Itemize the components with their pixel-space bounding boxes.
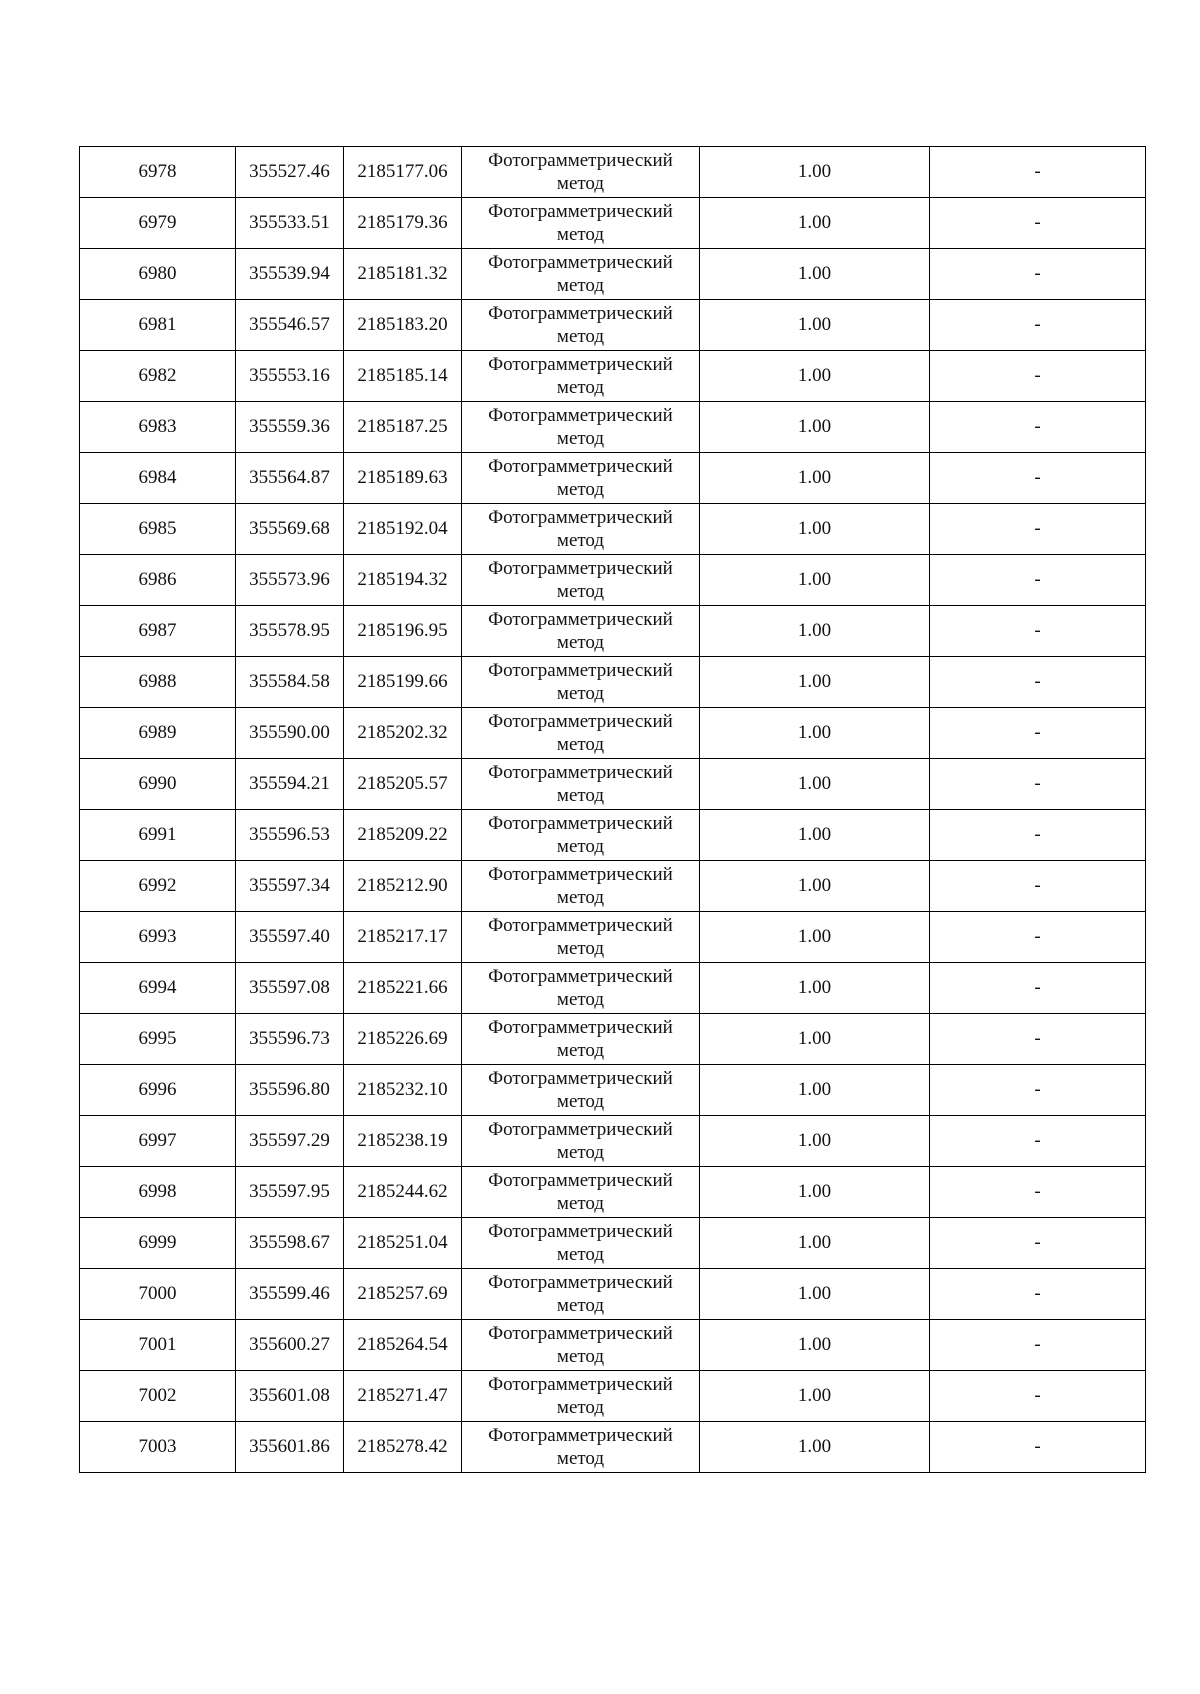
point-number-cell: 6987: [80, 606, 236, 657]
accuracy-cell: 1.00: [700, 708, 930, 759]
x-coordinate-cell: 355599.46: [236, 1269, 344, 1320]
accuracy-cell: 1.00: [700, 147, 930, 198]
method-cell: Фотограмметрический метод: [462, 300, 700, 351]
table-row: [80, 402, 1146, 453]
table-row: [80, 1218, 1146, 1269]
table-row: [80, 1014, 1146, 1065]
x-coordinate-cell: 355590.00: [236, 708, 344, 759]
point-number-cell: 6993: [80, 912, 236, 963]
coordinates-table-body: [80, 147, 1146, 1473]
accuracy-cell: 1.00: [700, 351, 930, 402]
table-row: [80, 963, 1146, 1014]
table-row: [80, 1371, 1146, 1422]
method-cell: Фотограмметрический метод: [462, 198, 700, 249]
accuracy-cell: 1.00: [700, 657, 930, 708]
table-row: [80, 657, 1146, 708]
method-cell: Фотограмметрический метод: [462, 810, 700, 861]
x-coordinate-cell: 355584.58: [236, 657, 344, 708]
note-cell: -: [930, 351, 1146, 402]
table-row: [80, 453, 1146, 504]
y-coordinate-cell: 2185212.90: [344, 861, 462, 912]
table-row: [80, 606, 1146, 657]
accuracy-cell: 1.00: [700, 810, 930, 861]
x-coordinate-cell: 355601.08: [236, 1371, 344, 1422]
accuracy-cell: 1.00: [700, 1218, 930, 1269]
table-row: [80, 198, 1146, 249]
point-number-cell: 6996: [80, 1065, 236, 1116]
table-row: [80, 555, 1146, 606]
table-row: [80, 1116, 1146, 1167]
y-coordinate-cell: 2185238.19: [344, 1116, 462, 1167]
table-row: [80, 147, 1146, 198]
accuracy-cell: 1.00: [700, 555, 930, 606]
note-cell: -: [930, 300, 1146, 351]
note-cell: -: [930, 402, 1146, 453]
method-cell: Фотограмметрический метод: [462, 1014, 700, 1065]
table-row: [80, 351, 1146, 402]
accuracy-cell: 1.00: [700, 759, 930, 810]
point-number-cell: 6984: [80, 453, 236, 504]
point-number-cell: 6989: [80, 708, 236, 759]
method-cell: Фотограмметрический метод: [462, 1371, 700, 1422]
point-number-cell: 6997: [80, 1116, 236, 1167]
point-number-cell: 6991: [80, 810, 236, 861]
method-cell: Фотограмметрический метод: [462, 1320, 700, 1371]
method-cell: Фотограмметрический метод: [462, 1167, 700, 1218]
note-cell: -: [930, 1116, 1146, 1167]
note-cell: -: [930, 1167, 1146, 1218]
x-coordinate-cell: 355533.51: [236, 198, 344, 249]
x-coordinate-cell: 355598.67: [236, 1218, 344, 1269]
x-coordinate-cell: 355594.21: [236, 759, 344, 810]
x-coordinate-cell: 355596.73: [236, 1014, 344, 1065]
table-row: [80, 249, 1146, 300]
y-coordinate-cell: 2185183.20: [344, 300, 462, 351]
point-number-cell: 6981: [80, 300, 236, 351]
x-coordinate-cell: 355600.27: [236, 1320, 344, 1371]
method-cell: Фотограмметрический метод: [462, 606, 700, 657]
y-coordinate-cell: 2185226.69: [344, 1014, 462, 1065]
point-number-cell: 6994: [80, 963, 236, 1014]
x-coordinate-cell: 355546.57: [236, 300, 344, 351]
x-coordinate-cell: 355597.29: [236, 1116, 344, 1167]
y-coordinate-cell: 2185217.17: [344, 912, 462, 963]
y-coordinate-cell: 2185209.22: [344, 810, 462, 861]
method-cell: Фотограмметрический метод: [462, 1116, 700, 1167]
accuracy-cell: 1.00: [700, 300, 930, 351]
table-row: [80, 1269, 1146, 1320]
table-row: [80, 1167, 1146, 1218]
point-number-cell: 6986: [80, 555, 236, 606]
y-coordinate-cell: 2185199.66: [344, 657, 462, 708]
accuracy-cell: 1.00: [700, 198, 930, 249]
note-cell: -: [930, 861, 1146, 912]
point-number-cell: 7003: [80, 1422, 236, 1473]
method-cell: Фотограмметрический метод: [462, 657, 700, 708]
method-cell: Фотограмметрический метод: [462, 249, 700, 300]
method-cell: Фотограмметрический метод: [462, 555, 700, 606]
y-coordinate-cell: 2185278.42: [344, 1422, 462, 1473]
point-number-cell: 7002: [80, 1371, 236, 1422]
y-coordinate-cell: 2185202.32: [344, 708, 462, 759]
point-number-cell: 6990: [80, 759, 236, 810]
note-cell: -: [930, 657, 1146, 708]
x-coordinate-cell: 355573.96: [236, 555, 344, 606]
accuracy-cell: 1.00: [700, 504, 930, 555]
table-row: [80, 810, 1146, 861]
table-row: [80, 759, 1146, 810]
x-coordinate-cell: 355564.87: [236, 453, 344, 504]
note-cell: -: [930, 912, 1146, 963]
note-cell: -: [930, 1371, 1146, 1422]
method-cell: Фотограмметрический метод: [462, 1269, 700, 1320]
table-row: [80, 300, 1146, 351]
x-coordinate-cell: 355597.40: [236, 912, 344, 963]
y-coordinate-cell: 2185221.66: [344, 963, 462, 1014]
point-number-cell: 7000: [80, 1269, 236, 1320]
y-coordinate-cell: 2185187.25: [344, 402, 462, 453]
y-coordinate-cell: 2185181.32: [344, 249, 462, 300]
method-cell: Фотограмметрический метод: [462, 147, 700, 198]
x-coordinate-cell: 355553.16: [236, 351, 344, 402]
method-cell: Фотограмметрический метод: [462, 912, 700, 963]
x-coordinate-cell: 355597.34: [236, 861, 344, 912]
accuracy-cell: 1.00: [700, 453, 930, 504]
y-coordinate-cell: 2185264.54: [344, 1320, 462, 1371]
note-cell: -: [930, 1065, 1146, 1116]
note-cell: -: [930, 198, 1146, 249]
method-cell: Фотограмметрический метод: [462, 1218, 700, 1269]
method-cell: Фотограмметрический метод: [462, 504, 700, 555]
point-number-cell: 6995: [80, 1014, 236, 1065]
method-cell: Фотограмметрический метод: [462, 759, 700, 810]
y-coordinate-cell: 2185271.47: [344, 1371, 462, 1422]
y-coordinate-cell: 2185185.14: [344, 351, 462, 402]
point-number-cell: 6982: [80, 351, 236, 402]
y-coordinate-cell: 2185196.95: [344, 606, 462, 657]
y-coordinate-cell: 2185257.69: [344, 1269, 462, 1320]
method-cell: Фотограмметрический метод: [462, 861, 700, 912]
accuracy-cell: 1.00: [700, 861, 930, 912]
x-coordinate-cell: 355569.68: [236, 504, 344, 555]
accuracy-cell: 1.00: [700, 1116, 930, 1167]
accuracy-cell: 1.00: [700, 249, 930, 300]
method-cell: Фотограмметрический метод: [462, 351, 700, 402]
accuracy-cell: 1.00: [700, 1065, 930, 1116]
note-cell: -: [930, 606, 1146, 657]
accuracy-cell: 1.00: [700, 1422, 930, 1473]
method-cell: Фотограмметрический метод: [462, 708, 700, 759]
x-coordinate-cell: 355578.95: [236, 606, 344, 657]
table-row: [80, 1320, 1146, 1371]
table-row: [80, 912, 1146, 963]
point-number-cell: 6979: [80, 198, 236, 249]
accuracy-cell: 1.00: [700, 1269, 930, 1320]
x-coordinate-cell: 355527.46: [236, 147, 344, 198]
x-coordinate-cell: 355596.53: [236, 810, 344, 861]
accuracy-cell: 1.00: [700, 606, 930, 657]
accuracy-cell: 1.00: [700, 1167, 930, 1218]
y-coordinate-cell: 2185177.06: [344, 147, 462, 198]
accuracy-cell: 1.00: [700, 1320, 930, 1371]
note-cell: -: [930, 1320, 1146, 1371]
note-cell: -: [930, 1422, 1146, 1473]
table-row: [80, 504, 1146, 555]
y-coordinate-cell: 2185192.04: [344, 504, 462, 555]
point-number-cell: 7001: [80, 1320, 236, 1371]
table-row: [80, 1065, 1146, 1116]
note-cell: -: [930, 504, 1146, 555]
note-cell: -: [930, 1218, 1146, 1269]
y-coordinate-cell: 2185194.32: [344, 555, 462, 606]
coordinates-table: [79, 146, 1146, 1473]
table-row: [80, 1422, 1146, 1473]
x-coordinate-cell: 355539.94: [236, 249, 344, 300]
note-cell: -: [930, 453, 1146, 504]
accuracy-cell: 1.00: [700, 963, 930, 1014]
accuracy-cell: 1.00: [700, 1371, 930, 1422]
y-coordinate-cell: 2185232.10: [344, 1065, 462, 1116]
accuracy-cell: 1.00: [700, 1014, 930, 1065]
accuracy-cell: 1.00: [700, 402, 930, 453]
point-number-cell: 6980: [80, 249, 236, 300]
note-cell: -: [930, 555, 1146, 606]
y-coordinate-cell: 2185205.57: [344, 759, 462, 810]
y-coordinate-cell: 2185244.62: [344, 1167, 462, 1218]
method-cell: Фотограмметрический метод: [462, 1065, 700, 1116]
table-row: [80, 708, 1146, 759]
note-cell: -: [930, 1269, 1146, 1320]
y-coordinate-cell: 2185251.04: [344, 1218, 462, 1269]
note-cell: -: [930, 147, 1146, 198]
note-cell: -: [930, 963, 1146, 1014]
note-cell: -: [930, 759, 1146, 810]
x-coordinate-cell: 355597.08: [236, 963, 344, 1014]
method-cell: Фотограмметрический метод: [462, 402, 700, 453]
note-cell: -: [930, 249, 1146, 300]
x-coordinate-cell: 355559.36: [236, 402, 344, 453]
accuracy-cell: 1.00: [700, 912, 930, 963]
point-number-cell: 6992: [80, 861, 236, 912]
table-row: [80, 861, 1146, 912]
point-number-cell: 6978: [80, 147, 236, 198]
point-number-cell: 6983: [80, 402, 236, 453]
point-number-cell: 6999: [80, 1218, 236, 1269]
note-cell: -: [930, 810, 1146, 861]
point-number-cell: 6988: [80, 657, 236, 708]
method-cell: Фотограмметрический метод: [462, 1422, 700, 1473]
point-number-cell: 6985: [80, 504, 236, 555]
x-coordinate-cell: 355601.86: [236, 1422, 344, 1473]
method-cell: Фотограмметрический метод: [462, 453, 700, 504]
note-cell: -: [930, 1014, 1146, 1065]
y-coordinate-cell: 2185189.63: [344, 453, 462, 504]
note-cell: -: [930, 708, 1146, 759]
x-coordinate-cell: 355596.80: [236, 1065, 344, 1116]
method-cell: Фотограмметрический метод: [462, 963, 700, 1014]
x-coordinate-cell: 355597.95: [236, 1167, 344, 1218]
point-number-cell: 6998: [80, 1167, 236, 1218]
y-coordinate-cell: 2185179.36: [344, 198, 462, 249]
